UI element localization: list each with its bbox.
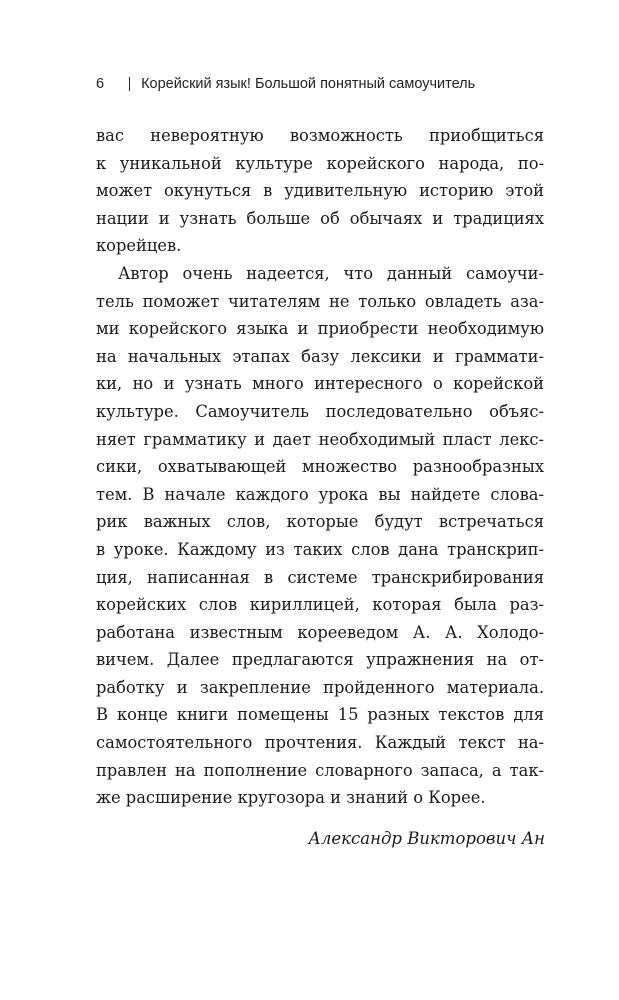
text-line: на начальных этапах базу лексики и граммати- xyxy=(96,346,544,366)
author-signature: Александр Викторович Ан xyxy=(308,829,545,848)
text-line: ки, но и узнать много интересного о корейской xyxy=(96,374,544,394)
text-line: рик важных слов, которые будут встречаться xyxy=(96,512,544,532)
text-line: Автор очень надеется, что данный самоучи- xyxy=(118,263,544,283)
text-line: вичем. Далее предлагаются упражнения на от- xyxy=(96,650,544,670)
paragraph-2 xyxy=(96,260,544,812)
text-line: к уникальной культуре корейского народа, по- xyxy=(96,153,544,173)
text-line: няет грамматику и дает необходимый пласт лекс- xyxy=(96,429,544,449)
text-line: нации и узнать больше об обычаях и традициях xyxy=(96,208,544,228)
text-line: В конце книги помещены 15 разных текстов для xyxy=(96,705,544,725)
body-text xyxy=(96,122,544,812)
text-line: тель поможет читателям не только овладеть аза- xyxy=(96,291,544,311)
text-line: тем. В начале каждого урока вы найдете слова- xyxy=(96,484,544,504)
text-line: вас невероятную возможность приобщиться xyxy=(96,126,544,145)
text-line: ция, написанная в системе транскрибирования xyxy=(96,567,544,587)
paragraph-1 xyxy=(96,122,544,260)
page-header xyxy=(96,76,475,92)
text-line: культуре. Самоучитель последовательно объяс- xyxy=(96,401,544,421)
text-line: ми корейского языка и приобрести необходимую xyxy=(96,319,544,339)
text-line: сики, охватывающей множество разнообразных xyxy=(96,457,544,477)
page-number: 6 xyxy=(96,76,105,92)
text-line: в уроке. Каждому из таких слов дана транскрип- xyxy=(96,539,544,559)
header-divider xyxy=(129,77,130,91)
text-line: правлен на пополнение словарного запаса, а так- xyxy=(96,760,544,780)
text-line: работку и закрепление пройденного материала. xyxy=(96,677,544,697)
text-line: самостоятельного прочтения. Каждый текст на- xyxy=(96,733,544,753)
text-line: может окунуться в удивительную историю этой xyxy=(96,181,544,201)
running-title: Корейский язык! Большой понятный самоучитель xyxy=(141,76,476,92)
text-line: же расширение кругозора и знаний о Корее. xyxy=(96,788,486,808)
text-line: работана известным корееведом А. А. Холодо- xyxy=(96,622,544,642)
text-line: корейцев. xyxy=(96,236,182,256)
text-line: корейских слов кириллицей, которая была раз- xyxy=(96,595,544,615)
